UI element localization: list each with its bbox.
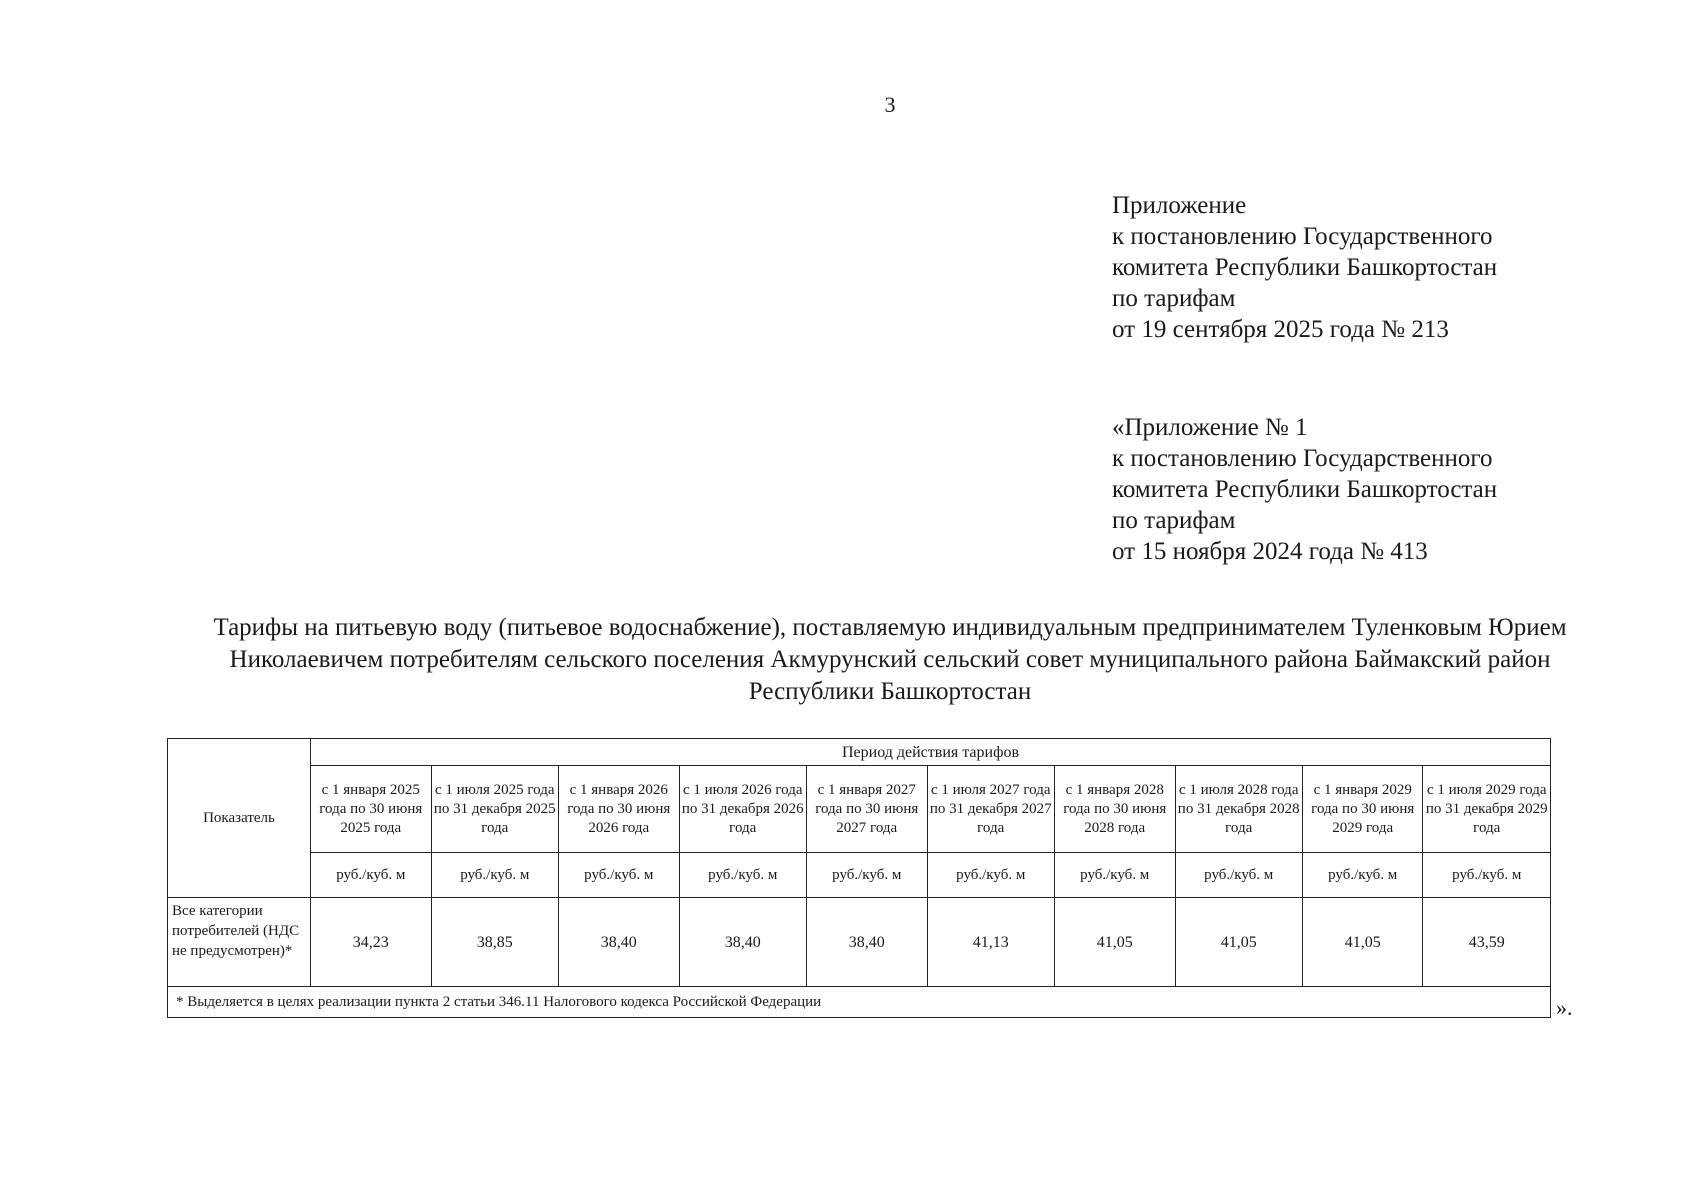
tariff-value: 41,05 [1054,898,1175,987]
unit-cell: руб./куб. м [679,853,806,898]
period-cell: с 1 июля 2026 года по 31 декабря 2026 года [679,766,806,853]
unit-cell: руб./куб. м [1423,853,1551,898]
tariff-value: 41,05 [1175,898,1302,987]
period-cell: с 1 июля 2029 года по 31 декабря 2029 года [1423,766,1551,853]
tariff-value: 38,40 [558,898,679,987]
unit-cell: руб./куб. м [1054,853,1175,898]
period-header: Период действия тарифов [311,739,1551,766]
appendix-header-amended [1112,412,1497,567]
appendix-line: комитета Республики Башкортостан [1112,476,1498,503]
units-row [168,853,1551,898]
tariff-value: 41,13 [927,898,1054,987]
period-cell: с 1 января 2025 года по 30 июня 2025 года [311,766,432,853]
unit-cell: руб./куб. м [927,853,1054,898]
period-cell: с 1 января 2027 года по 30 июня 2027 года [806,766,927,853]
period-cell: с 1 января 2026 года по 30 июня 2026 года [558,766,679,853]
footnote-row [168,987,1551,1018]
footnote: * Выделяется в целях реализации пункта 2 статьи 346.11 Налогового кодекса Российской Федерации [168,987,1551,1018]
tariff-value: 41,05 [1302,898,1423,987]
unit-cell: руб./куб. м [558,853,679,898]
appendix-line: по тарифам [1112,285,1236,312]
tariff-value: 43,59 [1423,898,1551,987]
period-cell: с 1 июля 2028 года по 31 декабря 2028 года [1175,766,1302,853]
appendix-line: от 15 ноября 2024 года № 413 [1112,538,1428,565]
appendix-line: к постановлению Государственного [1112,445,1493,472]
appendix-line: к постановлению Государственного [1112,223,1493,250]
unit-cell: руб./куб. м [1175,853,1302,898]
tariff-table [167,738,1551,1018]
closing-quote-mark: ». [1556,995,1573,1020]
appendix-line: «Приложение № 1 [1112,414,1308,441]
indicator-header: Показатель [168,739,311,898]
tariff-value: 34,23 [311,898,432,987]
row-label: Все категории потребителей (НДС не предусмотрен)* [168,898,311,987]
period-cell: с 1 января 2029 года по 30 июня 2029 года [1302,766,1423,853]
unit-cell: руб./куб. м [806,853,927,898]
period-cell: с 1 июля 2025 года по 31 декабря 2025 года [431,766,558,853]
unit-cell: руб./куб. м [1302,853,1423,898]
unit-cell: руб./куб. м [311,853,432,898]
appendix-line: от 19 сентября 2025 года № 213 [1112,316,1449,343]
tariff-value: 38,40 [679,898,806,987]
periods-row [168,766,1551,853]
tariff-value: 38,85 [431,898,558,987]
table-row [168,898,1551,987]
appendix-line: по тарифам [1112,507,1236,534]
appendix-line: комитета Республики Башкортостан [1112,254,1498,281]
tariff-value: 38,40 [806,898,927,987]
period-cell: с 1 января 2028 года по 30 июня 2028 года [1054,766,1175,853]
table-header-row [168,739,1551,766]
page-number: 3 [884,92,896,117]
document-title: Тарифы на питьевую воду (питьевое водоснабжение), поставляемую индивидуальным предпринимателем Туленковым Юрием Николаевичем потребителям сельского поселения Акмурунский сельский совет муниципального района Баймакский район Республики Башкортостан [213,614,1567,705]
appendix-header-current [1112,190,1497,345]
appendix-line: Приложение [1112,192,1247,219]
period-cell: с 1 июля 2027 года по 31 декабря 2027 года [927,766,1054,853]
unit-cell: руб./куб. м [431,853,558,898]
